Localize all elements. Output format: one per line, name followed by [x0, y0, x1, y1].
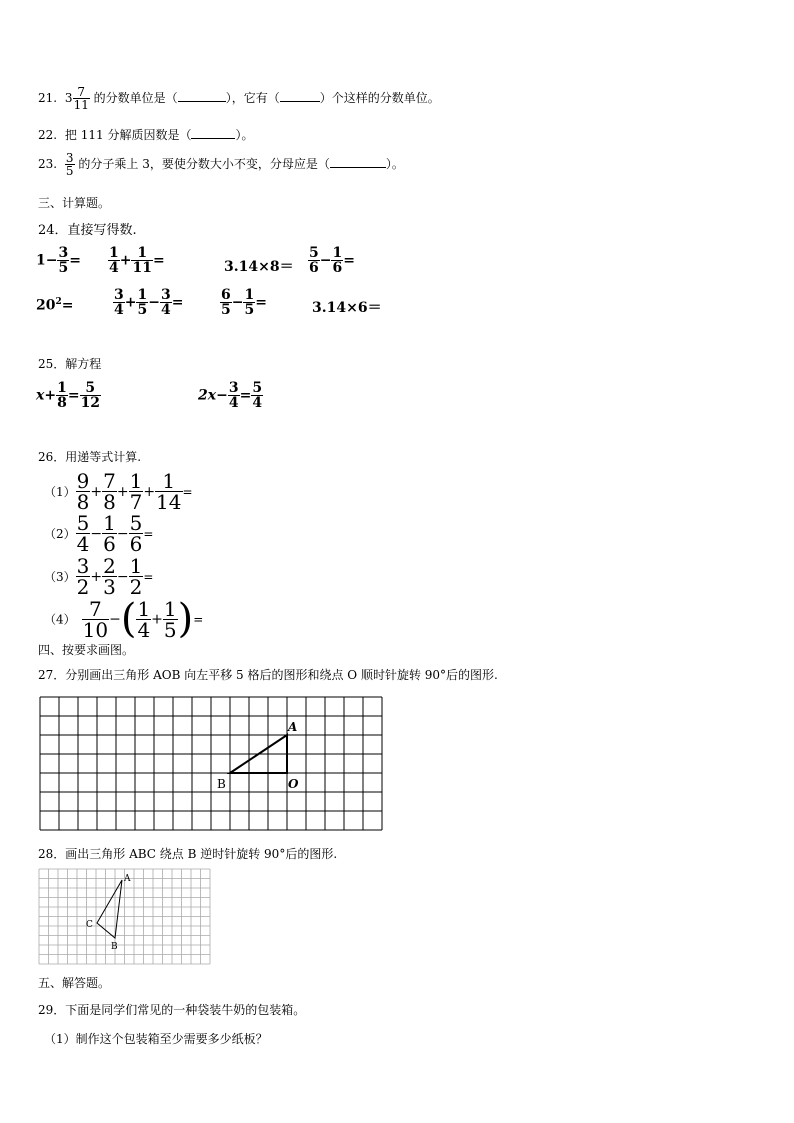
question-29-text: 29．下面是同学们常见的一种袋装牛奶的包装箱。 — [38, 1003, 306, 1017]
fraction: $\frac{7}{11}$ — [73, 85, 89, 112]
question-24-title: 24．直接写得数. — [38, 223, 137, 238]
question-23: 23. $\frac{3}{5}$ 的分子乘上 3，要使分数大小不变，分母应是（ ）。 — [38, 151, 404, 178]
calc-1a: 1− $\frac{3}{5}$ = — [36, 245, 81, 276]
grid-figure-27 — [38, 696, 383, 832]
label-b: B — [111, 942, 118, 952]
calc-1d: $\frac{5}{6}$ − $\frac{1}{6}$ = — [309, 245, 355, 276]
calc-1b: $\frac{1}{4}$ + $\frac{1}{11}$ = — [109, 245, 165, 276]
grid-figure-28 — [38, 868, 218, 966]
section-5-heading: 五、解答题。 — [38, 976, 111, 990]
label-a: A — [288, 720, 298, 734]
answer-blank[interactable] — [330, 167, 386, 168]
question-26-title: 26．用递等式计算. — [38, 450, 142, 464]
question-25-title: 25．解方程 — [38, 357, 102, 371]
section-3-heading: 三、计算题。 — [38, 196, 111, 210]
label-c: C — [86, 920, 93, 930]
problem-26-4: （4） $\frac{7}{10}$ −( $\frac{1}{4}$ + $\frac{1}{5}$ )= — [44, 596, 204, 642]
question-22: 22. 把 111 分解质因数是（ ）。 — [38, 128, 254, 142]
question-27-text: 27．分别画出三角形 AOB 向左平移 5 格后的图形和绕点 O 顺时针旋转 90°后的图形. — [38, 668, 498, 682]
calc-2a: $20^2=$ — [36, 297, 74, 314]
calc-2b: $\frac{3}{4}$ + $\frac{1}{5}$ − $\frac{3}{4}$ = — [114, 287, 184, 318]
problem-26-1: （1） $\frac{9}{8}$ + $\frac{7}{8}$ + $\frac{1}{7}$ + $\frac{1}{14}$ = — [44, 469, 193, 514]
equation-1: x+ $\frac{1}{8}$ = $\frac{5}{12}$ — [36, 380, 101, 411]
label-b: B — [217, 777, 226, 791]
question-21: 21. 3 $\frac{7}{11}$ 的分数单位是（ ），它有（ ）个这样的分数单位。 — [38, 85, 440, 112]
label-a: A — [124, 874, 131, 884]
calc-2d: 3.14×6＝ — [312, 300, 382, 316]
answer-blank[interactable] — [191, 138, 235, 139]
question-28-text: 28．画出三角形 ABC 绕点 B 逆时针旋转 90°后的图形. — [38, 847, 338, 861]
mixed-number-whole: 3 — [64, 91, 73, 105]
calc-1c: 3.14×8＝ — [224, 259, 294, 275]
equation-2: 2x− $\frac{3}{4}$ = $\frac{5}{4}$ — [198, 380, 263, 411]
grid-lines — [40, 697, 382, 830]
answer-blank[interactable] — [178, 101, 226, 102]
label-o: O — [288, 777, 299, 791]
triangle-abc — [97, 880, 122, 938]
answer-blank[interactable] — [280, 101, 320, 102]
question-29-part-1: （1）制作这个包装箱至少需要多少纸板？ — [44, 1032, 268, 1046]
calc-2c: $\frac{6}{5}$ − $\frac{1}{5}$ = — [221, 287, 267, 318]
section-4-heading: 四、按要求画图。 — [38, 643, 135, 657]
fraction: $\frac{3}{5}$ — [65, 151, 74, 178]
problem-26-3: （3） $\frac{3}{2}$ + $\frac{2}{3}$ − $\frac{1}{2}$ = — [44, 554, 154, 599]
problem-26-2: （2） $\frac{5}{4}$ − $\frac{1}{6}$ − $\frac{5}{6}$ = — [44, 511, 154, 556]
